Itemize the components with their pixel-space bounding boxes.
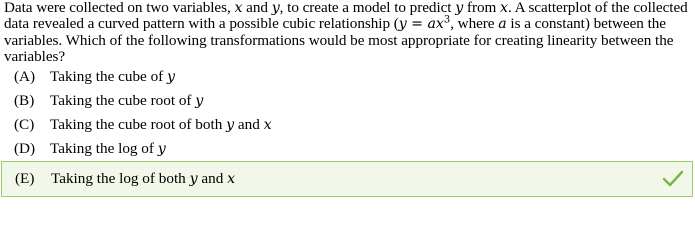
equation-exponent: 3 [443,14,451,26]
math-var-y: y [195,93,204,109]
math-var-y: y [167,69,176,85]
option-label [50,65,175,89]
question-line-4: variables? [4,48,66,66]
option-letter: (C) [14,116,35,133]
math-var-x: x [227,171,236,187]
math-var-y: y [189,171,198,187]
question-text: , to create a model to predict [279,0,456,16]
question-text: and [242,0,272,16]
option-b[interactable] [0,89,695,113]
math-var-x: x [263,117,272,133]
option-label [51,162,235,196]
question-text: is a constant) between the [506,15,666,33]
option-text: and [197,170,228,187]
question-line-3: variables. Which of the following transformations would be most appropriate for creating linearity between the [4,31,674,49]
question-text: data revealed a curved pattern with a possible cubic relationship ( [4,15,399,33]
option-text: Taking the log of [50,140,158,157]
cubic-equation [399,16,450,32]
option-letter: (E) [15,170,35,187]
option-letter: (D) [14,140,36,157]
check-icon [662,170,684,188]
option-text: Taking the cube of [50,68,168,85]
math-var-y: y [226,117,235,133]
math-var-y: y [455,0,464,16]
option-c[interactable] [0,113,695,137]
equation-text: y = ax [398,16,444,33]
option-a[interactable] [0,65,695,89]
option-letter: (A) [14,68,36,85]
math-var-y: y [271,0,280,16]
option-label [50,89,203,113]
option-text: Taking the cube root of [50,92,196,109]
option-text: Taking the log of both [51,170,190,187]
question-text: . A scatterplot of the collected [507,0,688,16]
question-stem [4,0,692,66]
math-var-y: y [157,141,166,157]
option-text: and [234,116,264,133]
answer-options [0,65,695,187]
question-text: , where [450,15,499,33]
math-var-x: x [234,0,243,16]
question-line-2 [4,16,692,32]
question-text: from [463,0,501,16]
option-d[interactable] [0,137,695,161]
question-text: Data were collected on two variables, [4,0,235,16]
math-var-a: a [498,16,507,33]
math-var-x: x [500,0,508,16]
question-line-1 [4,0,692,16]
option-e-selected[interactable] [1,161,693,197]
option-label [50,137,166,161]
option-letter: (B) [14,92,35,109]
option-text: Taking the cube root of both [50,116,227,133]
option-label [50,113,272,137]
